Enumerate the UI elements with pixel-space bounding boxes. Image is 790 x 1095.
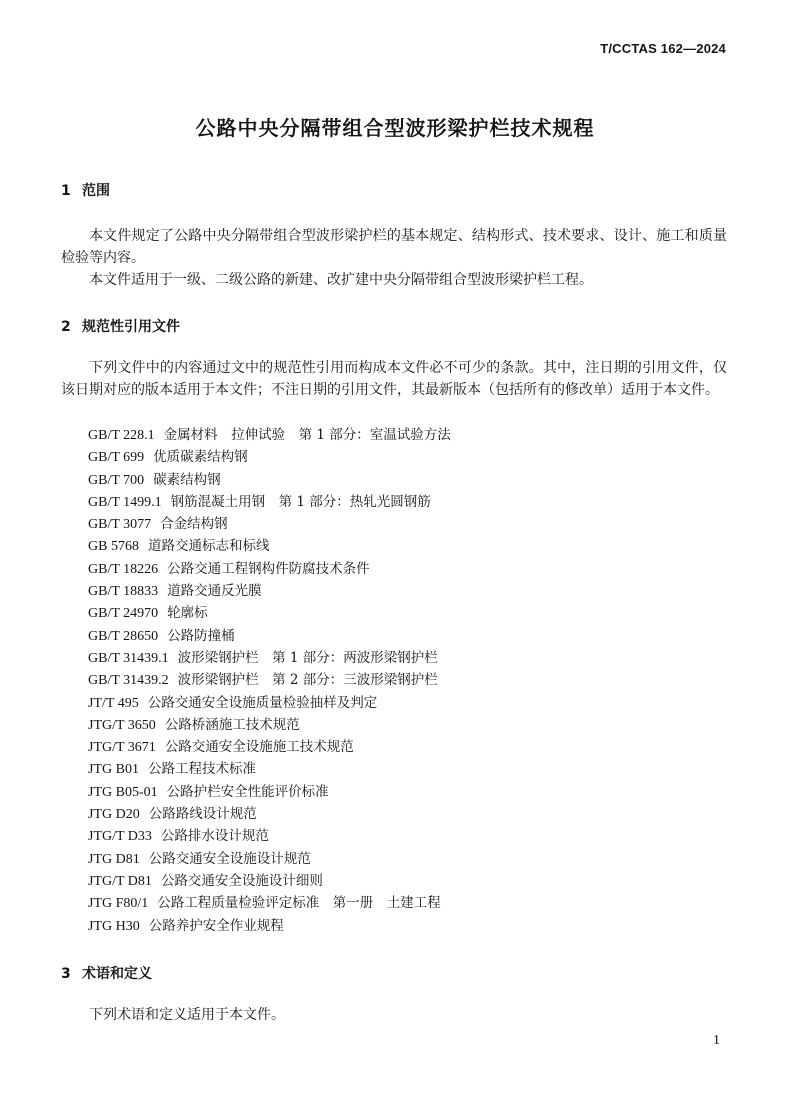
reference-code: JTG/T D81 — [88, 873, 152, 889]
reference-item — [88, 892, 451, 914]
reference-code: GB/T 24970 — [88, 606, 159, 622]
reference-code: JTG/T 3671 — [88, 740, 156, 756]
reference-code: GB/T 228.1 — [88, 428, 155, 443]
reference-code: GB/T 18833 — [88, 584, 159, 600]
reference-name: 公路防撞桶 — [167, 627, 235, 644]
reference-name: 波形梁钢护栏 第 1 部分：两波形梁钢护栏 — [177, 649, 438, 666]
reference-name: 公路交通安全设施设计规范 — [148, 850, 311, 867]
reference-item — [88, 803, 451, 825]
reference-name: 道路交通标志和标线 — [147, 538, 270, 555]
reference-item — [88, 424, 451, 446]
reference-item — [88, 714, 451, 736]
reference-code: GB/T 3077 — [88, 517, 152, 533]
reference-name: 公路排水设计规范 — [160, 828, 269, 845]
reference-code: GB/T 699 — [88, 450, 145, 466]
reference-name: 公路交通安全设施施工技术规范 — [164, 739, 354, 756]
reference-item — [88, 491, 451, 513]
reference-code: JTG B01 — [88, 762, 139, 778]
reference-name: 公路护栏安全性能评价标准 — [166, 783, 329, 800]
reference-code: JTG/T D33 — [88, 829, 152, 845]
reference-item — [88, 781, 451, 803]
section-3-heading — [61, 963, 152, 983]
reference-code: JTG D20 — [88, 807, 140, 823]
reference-item — [88, 915, 451, 937]
section-3-title: 术语和定义 — [82, 966, 152, 982]
reference-code: JTG D81 — [88, 851, 140, 867]
reference-item — [88, 513, 451, 535]
reference-code: GB/T 28650 — [88, 628, 159, 644]
section-2-heading — [61, 316, 180, 336]
reference-item — [88, 602, 451, 624]
section-2-title: 规范性引用文件 — [82, 319, 180, 335]
reference-code: GB/T 700 — [88, 472, 145, 488]
reference-name: 合金结构钢 — [160, 516, 228, 533]
reference-code: GB/T 31439.1 — [88, 650, 169, 666]
section-2-paragraph-1: 下列文件中的内容通过文中的规范性引用而构成本文件必不可少的条款。其中，注日期的引用文件，仅该日期对应的版本适用于本文件；不注日期的引用文件，其最新版本（包括所有的修改单）适用于本文件。 — [61, 360, 727, 398]
reference-name: 公路桥涵施工技术规范 — [164, 716, 300, 733]
reference-item — [88, 870, 451, 892]
reference-name: 道路交通反光膜 — [167, 583, 262, 600]
reference-item — [88, 692, 451, 714]
reference-name: 公路工程技术标准 — [147, 761, 256, 778]
document-title: 公路中央分隔带组合型波形梁护栏技术规程 — [195, 116, 595, 140]
reference-item — [88, 446, 451, 468]
reference-code: GB 5768 — [88, 539, 139, 555]
reference-code: JTG F80/1 — [88, 896, 149, 912]
reference-item — [88, 535, 451, 557]
reference-item — [88, 558, 451, 580]
reference-name: 公路工程质量检验评定标准 第一册 土建工程 — [157, 895, 441, 912]
reference-item — [88, 669, 451, 691]
page-number: 1 — [713, 1033, 720, 1048]
reference-name: 公路交通安全设施设计细则 — [160, 872, 323, 889]
reference-code: JTG H30 — [88, 918, 140, 934]
reference-item — [88, 469, 451, 491]
section-2-number: 2 — [61, 319, 71, 335]
reference-code: JT/T 495 — [88, 695, 139, 711]
section-1-paragraph-2: 本文件适用于一级、二级公路的新建、改扩建中央分隔带组合型波形梁护栏工程。 — [89, 272, 593, 288]
reference-code: GB/T 1499.1 — [88, 494, 162, 510]
reference-name: 金属材料 拉伸试验 第 1 部分：室温试验方法 — [163, 427, 451, 443]
reference-code: JTG/T 3650 — [88, 717, 156, 733]
reference-item — [88, 647, 451, 669]
section-1-paragraph-1: 本文件规定了公路中央分隔带组合型波形梁护栏的基本规定、结构形式、技术要求、设计、施工和质量检验等内容。 — [61, 228, 727, 266]
normative-references-list — [88, 424, 451, 937]
reference-code: GB/T 31439.2 — [88, 673, 169, 689]
reference-item — [88, 758, 451, 780]
section-3-number: 3 — [61, 966, 71, 982]
reference-name: 轮廓标 — [167, 605, 208, 622]
section-1-number: 1 — [61, 183, 71, 199]
section-1-title: 范围 — [82, 183, 110, 199]
reference-name: 公路养护安全作业规程 — [148, 917, 284, 934]
reference-item — [88, 580, 451, 602]
reference-name: 碳素结构钢 — [153, 471, 221, 488]
reference-code: GB/T 18226 — [88, 561, 159, 577]
reference-name: 波形梁钢护栏 第 2 部分：三波形梁钢护栏 — [177, 672, 438, 689]
standard-code: T/CCTAS 162—2024 — [600, 41, 726, 56]
reference-name: 钢筋混凝土用钢 第 1 部分：热轧光圆钢筋 — [170, 493, 431, 510]
reference-item — [88, 736, 451, 758]
reference-item — [88, 625, 451, 647]
reference-name: 公路交通工程钢构件防腐技术条件 — [167, 560, 370, 577]
section-3-paragraph-1: 下列术语和定义适用于本文件。 — [89, 1007, 285, 1023]
reference-name: 公路路线设计规范 — [148, 806, 257, 823]
reference-item — [88, 848, 451, 870]
reference-name: 优质碳素结构钢 — [153, 449, 248, 466]
reference-code: JTG B05-01 — [88, 784, 158, 800]
reference-name: 公路交通安全设施质量检验抽样及判定 — [147, 694, 378, 711]
section-1-heading — [61, 180, 110, 200]
reference-item — [88, 825, 451, 847]
